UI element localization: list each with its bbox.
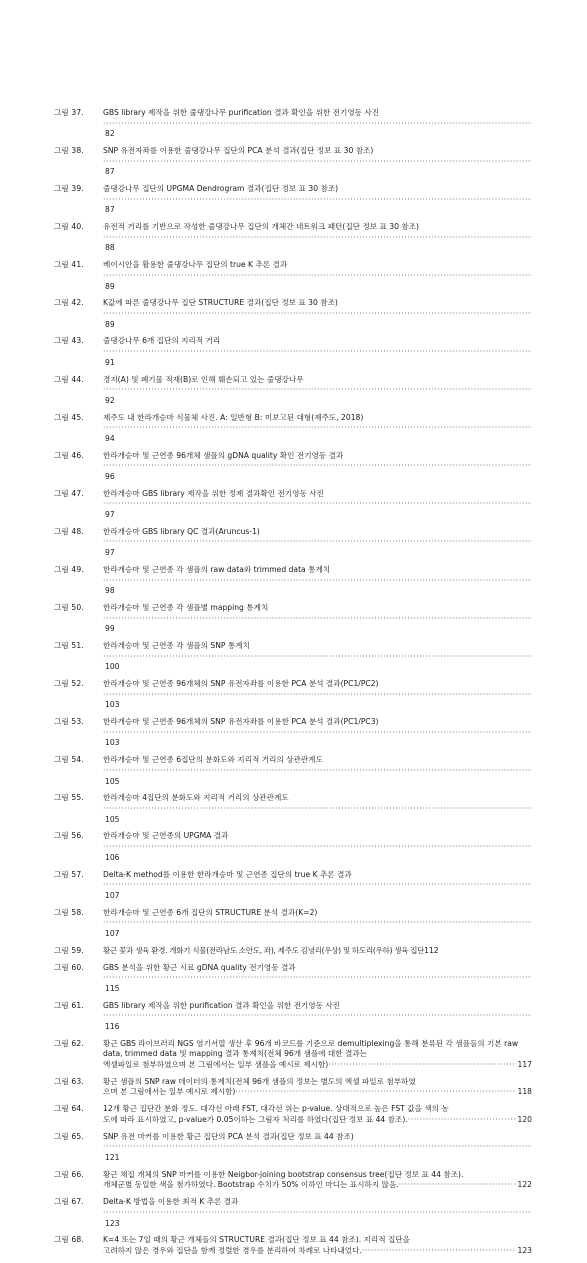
leader-dots (103, 614, 532, 625)
figure-title: 베이시안을 활용한 줄댕강나무 집단의 true K 추론 결과 (103, 260, 288, 270)
figure-number: 그림 53. (54, 717, 84, 727)
figure-title-continued: 으며 본 그림에서는 일부 예시로 제시함) (103, 1087, 236, 1097)
entry-body (103, 1039, 532, 1071)
entry-body (103, 298, 532, 330)
toc-entry[interactable] (54, 641, 532, 673)
page-number: 88 (105, 243, 115, 253)
entry-last-line (103, 1246, 532, 1257)
figure-number: 그림 59. (54, 945, 84, 955)
leader-dots (103, 271, 532, 282)
figure-title: 한라개승마 4집단의 분화도와 지리적 거리의 상관관계도 (103, 793, 289, 803)
leader-dots (103, 918, 532, 929)
entry-last-line (103, 1115, 532, 1126)
leader-dots (399, 1180, 516, 1191)
figure-title: K값에 따른 줄댕강나무 집단 STRUCTURE 결과(집단 정보 표 30 참조) (103, 298, 338, 308)
entry-body (103, 222, 532, 254)
page-number: 97 (105, 509, 115, 519)
figure-number: 그림 44. (54, 374, 84, 384)
leader-dots (103, 347, 532, 358)
entry-body (103, 641, 532, 673)
page-number: 105 (105, 776, 120, 786)
entry-body (103, 146, 532, 178)
figure-title: 한라개승마 및 근연종 96개체 샘플의 gDNA quality 확인 전기영동 결과 (103, 450, 344, 460)
toc-entry[interactable] (54, 1132, 532, 1164)
figure-number: 그림 58. (54, 907, 84, 917)
entry-last-line (103, 1087, 532, 1098)
entry-body (103, 413, 532, 445)
leader-dots (103, 195, 532, 206)
figure-number: 그림 50. (54, 603, 84, 613)
page-number: 106 (105, 852, 120, 862)
figure-number: 그림 46. (54, 450, 84, 460)
figure-number: 그림 41. (54, 260, 84, 270)
page-number: 92 (105, 395, 115, 405)
figure-title-continued: 개체군별 동일한 색을 첨가하였다. Bootstrap 수치가 50% 이하인 마디는 표시하지 않음. (103, 1180, 399, 1190)
leader-dots (103, 537, 532, 548)
figure-title: 줄댕강나무 집단의 UPGMA Dendrogram 결과(집단 정보 표 30 참조) (103, 184, 339, 194)
page-number: 97 (105, 548, 115, 558)
figure-title: 한라개승마 GBS library QC 결과(Aruncus-1) (103, 526, 260, 536)
entry-body (103, 1197, 532, 1229)
figure-title: 황근 샘플의 SNP raw 데이터의 통계치(전체 96개 샘플의 정보는 별도의 엑셀 파일로 첨부하였 (103, 1076, 416, 1086)
figure-title: 황근 GBS 라이브러리 NGS 염기서열 생산 후 96개 바코드를 기준으로 demultiplexing을 통해 분류된 각 샘플들의 기본 raw data, trimmed data 및 mapping 결과 통계치(전체 96개 샘플에 대한 결과는 (103, 1038, 519, 1059)
page-number: 120 (517, 1114, 532, 1124)
toc-entry[interactable] (54, 717, 532, 749)
page-number: 118 (517, 1087, 532, 1097)
figure-number: 그림 65. (54, 1131, 84, 1141)
entry-body (103, 108, 532, 140)
leader-dots (103, 233, 532, 244)
figure-title: 한라개승마 및 근연종 6개 집단의 STRUCTURE 분석 결과(K=2) (103, 907, 318, 917)
leader-dots (362, 1246, 516, 1257)
figure-title: 12개 황근 집단간 분화 정도. 대각선 아래 FST, 대각선 위는 p-value. 상대적으로 높은 FST 값을 색의 농 (103, 1104, 449, 1114)
leader-dots (103, 423, 532, 434)
toc-entry[interactable] (54, 831, 532, 863)
page-number: 94 (105, 433, 115, 443)
entry-body (103, 1077, 532, 1098)
entry-body (103, 1104, 532, 1125)
leader-dots (103, 309, 532, 320)
figure-title: 한라개승마 GBS library 제작을 위한 정제 결과확인 전기영동 사진 (103, 488, 324, 498)
figure-number: 그림 67. (54, 1197, 84, 1207)
entry-body (103, 336, 532, 368)
figure-number: 그림 56. (54, 831, 84, 841)
leader-dots (103, 690, 532, 701)
toc-entry[interactable] (54, 298, 532, 330)
figure-title-continued: 고려하지 않은 경우와 집단을 함께 정렬한 경우를 분리하여 차례로 나타내었다. (103, 1246, 362, 1256)
figure-number: 그림 43. (54, 336, 84, 346)
figure-title: GBS library 제작을 위한 purification 결과 확인을 위한 전기영동 사진 (103, 1000, 340, 1010)
toc-entry[interactable] (54, 1077, 532, 1098)
entry-body (103, 870, 532, 902)
page-number: 103 (105, 738, 120, 748)
entry-body (103, 755, 532, 787)
figure-title: 한라개승마 및 근연종의 UPGMA 결과 (103, 831, 229, 841)
leader-dots (103, 576, 532, 587)
entry-last-line (103, 1180, 532, 1191)
figure-number: 그림 66. (54, 1169, 84, 1179)
page-number: 107 (105, 890, 120, 900)
figure-title-continued: 도에 따라 표시하였고, p-value가 0.05이하는 그림자 처리를 하였다(집단 정보 표 44 참조). (103, 1114, 408, 1124)
toc-entry[interactable] (54, 375, 532, 407)
toc-entry[interactable] (54, 793, 532, 825)
figure-list (54, 108, 532, 1263)
figure-number: 그림 61. (54, 1000, 84, 1010)
figure-title: SNP 유전자좌를 이용한 줄댕강나무 집단의 PCA 분석 결과(집단 정보 표 30 참조) (103, 146, 374, 156)
toc-entry[interactable] (54, 1039, 532, 1071)
leader-dots (328, 1060, 515, 1071)
entry-body (103, 679, 532, 711)
leader-dots (103, 842, 532, 853)
figure-title: 한라개승마 및 근연종 각 샘플의 raw data와 trimmed data 통계치 (103, 564, 331, 574)
toc-entry[interactable] (54, 755, 532, 787)
toc-entry[interactable] (54, 1197, 532, 1229)
entry-body (103, 946, 532, 957)
entry-body (103, 1235, 532, 1256)
entry-body (103, 963, 532, 995)
entry-body (103, 1132, 532, 1164)
toc-entry[interactable] (54, 184, 532, 216)
figure-number: 그림 48. (54, 526, 84, 536)
figure-title: 황근 꽃과 생육 환경. 개화기 식물(전라남도 소안도, 좌), 제주도 김녕리(우상) 및 하도리(우하) 생육 집단 (103, 945, 425, 955)
leader-dots (103, 1208, 532, 1219)
figure-title: K=4 또는 7일 때의 황근 개체들의 STRUCTURE 결과(집단 정보 표 44 참조). 지리적 집단을 (103, 1235, 410, 1245)
leader-dots (103, 119, 532, 130)
figure-number: 그림 63. (54, 1076, 84, 1086)
leader-dots (103, 1142, 532, 1153)
figure-number: 그림 38. (54, 146, 84, 156)
figure-title: 한라개승마 및 근연종 96개체의 SNP 유전자좌를 이용한 PCA 분석 결과(PC1/PC2) (103, 679, 379, 689)
page-number: 89 (105, 319, 115, 329)
page-number: 87 (105, 205, 115, 215)
page-number: 96 (105, 471, 115, 481)
figure-number: 그림 49. (54, 564, 84, 574)
entry-body (103, 1001, 532, 1033)
leader-dots (103, 880, 532, 891)
figure-number: 그림 64. (54, 1104, 84, 1114)
figure-number: 그림 54. (54, 755, 84, 765)
entry-body (103, 565, 532, 597)
figure-title: 한라개승마 및 근연종 각 샘플별 mapping 통계치 (103, 603, 269, 613)
figure-title: 황근 채집 개체의 SNP 마커를 이용한 Neigbor-joining bootstrap consensus tree(집단 정보 표 44 참조). (103, 1169, 464, 1179)
leader-dots (103, 652, 532, 663)
entry-body (103, 375, 532, 407)
toc-entry[interactable] (54, 451, 532, 483)
entry-body (103, 1170, 532, 1191)
toc-entry[interactable] (54, 260, 532, 292)
entry-body (103, 831, 532, 863)
toc-entry[interactable] (54, 946, 532, 957)
figure-title: 한라개승마 및 근연종 96개체의 SNP 유전자좌를 이용한 PCA 분석 결과(PC1/PC3) (103, 717, 379, 727)
entry-body (103, 489, 532, 521)
toc-entry[interactable] (54, 489, 532, 521)
page-number: 105 (105, 814, 120, 824)
entry-body (103, 527, 532, 559)
page-number: 87 (105, 167, 115, 177)
leader-dots (103, 1011, 532, 1022)
leader-dots (103, 461, 532, 472)
toc-entry[interactable] (54, 108, 532, 140)
page-number: 103 (105, 700, 120, 710)
figure-title: 한라개승마 및 근연종 6집단의 분화도와 지리적 거리의 상관관계도 (103, 755, 323, 765)
entry-body (103, 184, 532, 216)
page-number: 115 (105, 983, 120, 993)
entry-body (103, 717, 532, 749)
figure-number: 그림 42. (54, 298, 84, 308)
page-number: 123 (517, 1246, 532, 1256)
figure-title: 한라개승마 및 근연종 각 샘플의 SNP 통계치 (103, 641, 250, 651)
figure-number: 그림 37. (54, 108, 84, 117)
page-number: 99 (105, 624, 115, 634)
toc-entry[interactable] (54, 1104, 532, 1125)
figure-title: 줄댕강나무 6개 집단의 지리적 거리 (103, 336, 221, 346)
figure-title: Delta-K 방법을 이용한 최적 K 추론 결과 (103, 1197, 239, 1207)
entry-last-line (103, 1060, 532, 1071)
page-number: 91 (105, 357, 115, 367)
toc-entry[interactable] (54, 963, 532, 995)
page-number: 107 (105, 928, 120, 938)
leader-dots (103, 973, 532, 984)
toc-entry[interactable] (54, 679, 532, 711)
toc-entry[interactable] (54, 870, 532, 902)
figure-number: 그림 47. (54, 488, 84, 498)
figure-number: 그림 39. (54, 184, 84, 194)
toc-entry[interactable] (54, 603, 532, 635)
toc-entry[interactable] (54, 413, 532, 445)
figure-number: 그림 52. (54, 679, 84, 689)
entry-body (103, 451, 532, 483)
figure-number: 그림 60. (54, 962, 84, 972)
figure-title: Delta-K method를 이용한 한라개승마 및 근연종 집단의 true K 추론 결과 (103, 869, 352, 879)
page-number: 121 (105, 1153, 120, 1162)
figure-number: 그림 51. (54, 641, 84, 651)
toc-entry[interactable] (54, 1235, 532, 1256)
figure-number: 그림 55. (54, 793, 84, 803)
leader-dots (103, 157, 532, 168)
figure-title: GBS 분석을 위한 황근 시료 gDNA quality 전기영동 결과 (103, 962, 296, 972)
page-number: 122 (517, 1180, 532, 1190)
page-number: 117 (517, 1059, 532, 1069)
toc-entry[interactable] (54, 146, 532, 178)
leader-dots (103, 728, 532, 739)
page-number: 116 (105, 1021, 120, 1031)
figure-title: 제주도 내 한라개승마 식물체 사진. A: 일반형 B: 미보고된 대형(제주도, 2018) (103, 412, 364, 422)
toc-entry[interactable] (54, 222, 532, 254)
leader-dots (103, 385, 532, 396)
toc-entry[interactable] (54, 1170, 532, 1191)
figure-number: 그림 68. (54, 1235, 84, 1245)
page-number: 112 (424, 945, 439, 955)
entry-body (103, 603, 532, 635)
page-number: 89 (105, 281, 115, 291)
toc-entry[interactable] (54, 908, 532, 940)
page-number: 82 (105, 129, 115, 139)
page-number: 98 (105, 586, 115, 596)
leader-dots (103, 766, 532, 777)
leader-dots (235, 1087, 515, 1098)
toc-entry[interactable] (54, 527, 532, 559)
figure-number: 그림 40. (54, 222, 84, 232)
toc-entry[interactable] (54, 336, 532, 368)
entry-body (103, 793, 532, 825)
page-number: 123 (105, 1218, 120, 1228)
figure-number: 그림 45. (54, 412, 84, 422)
figure-title: 유전적 거리를 기반으로 작성한 줄댕강나무 집단의 개체간 네트워크 패턴(집단 정보 표 30 참조) (103, 222, 419, 232)
page-number: 100 (105, 662, 120, 672)
leader-dots (408, 1115, 516, 1126)
figure-title-continued: 엑셀파일로 첨부하였으며 본 그림에서는 일부 샘플을 예시로 제시함) (103, 1059, 329, 1069)
leader-dots (103, 499, 532, 510)
figure-title: SNP 유전 마커를 이용한 황근 집단의 PCA 분석 결과(집단 정보 표 44 참조) (103, 1131, 354, 1141)
entry-body (103, 908, 532, 940)
entry-body (103, 260, 532, 292)
figure-title: GBS library 제작을 위한 줄댕강나무 purification 결과 확인을 위한 전기영동 사진 (103, 108, 380, 117)
toc-entry[interactable] (54, 565, 532, 597)
figure-number: 그림 57. (54, 869, 84, 879)
figure-title: 경지(A) 및 폐기물 적재(B)로 인해 훼손되고 있는 줄댕강나무 (103, 374, 304, 384)
figure-number: 그림 62. (54, 1038, 84, 1048)
toc-entry[interactable] (54, 1001, 532, 1033)
leader-dots (103, 804, 532, 815)
